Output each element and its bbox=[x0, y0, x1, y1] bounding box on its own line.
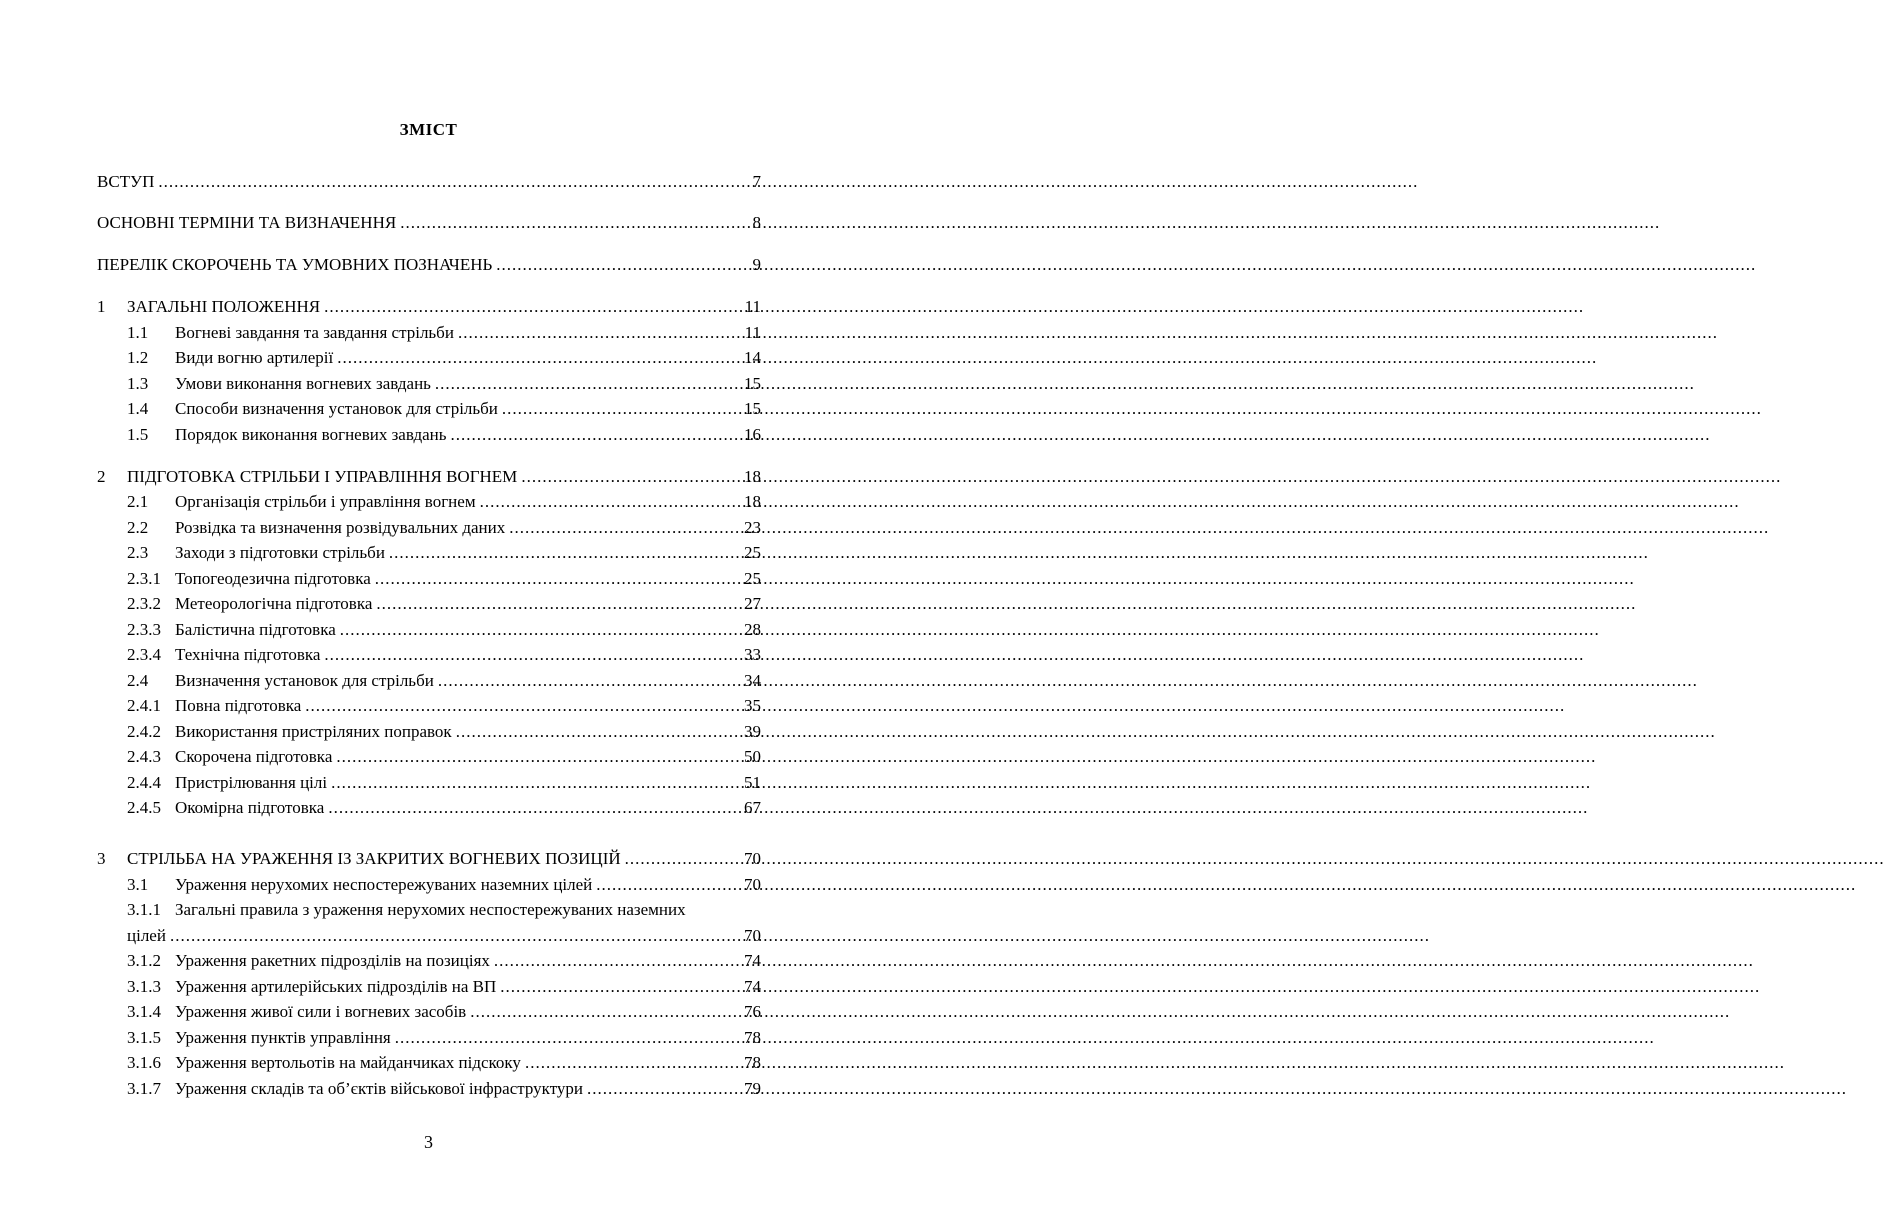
dot-leader bbox=[337, 346, 743, 370]
toc-entry-1-3[interactable] bbox=[127, 372, 761, 396]
toc-entry-3-1-7[interactable] bbox=[127, 1077, 761, 1101]
toc-entry-page: 35 bbox=[744, 696, 761, 715]
toc-entry-label: ПЕРЕЛІК СКОРОЧЕНЬ ТА УМОВНИХ ПОЗНАЧЕНЬ bbox=[97, 255, 493, 274]
dot-leader bbox=[496, 253, 751, 277]
toc-entry-number: 2.4.2 bbox=[127, 722, 161, 741]
toc-entry-label: ВСТУП bbox=[97, 172, 155, 191]
toc-entry-number: 2.4.1 bbox=[127, 696, 161, 715]
toc-entry-page: 78 bbox=[744, 1028, 761, 1047]
toc-entry-page: 11 bbox=[744, 297, 761, 316]
toc-entry-page: 74 bbox=[744, 977, 761, 996]
toc-entry-label-continued: цілей bbox=[127, 926, 166, 945]
toc-entry-2-3-1[interactable] bbox=[127, 567, 761, 591]
dot-leader bbox=[470, 1000, 743, 1024]
toc-entry-number: 3.1.2 bbox=[127, 951, 161, 970]
dot-leader bbox=[451, 423, 744, 447]
dot-leader bbox=[458, 321, 744, 345]
toc-entry-label: Пристрілювання цілі bbox=[175, 773, 328, 792]
dot-leader bbox=[438, 669, 743, 693]
toc-entry-label: Ураження ракетних підрозділів на позиціях bbox=[175, 951, 490, 970]
toc-entry-number: 2.4.3 bbox=[127, 747, 161, 766]
dot-leader bbox=[587, 1077, 743, 1101]
toc-entry-label: Умови виконання вогневих завдань bbox=[175, 374, 431, 393]
toc-entry-label: Способи визначення установок для стрільби bbox=[175, 399, 498, 418]
toc-entry-label: Визначення установок для стрільби bbox=[175, 671, 434, 690]
toc-entry-3-1[interactable] bbox=[127, 873, 761, 897]
toc-entry-2-4-4[interactable] bbox=[127, 771, 761, 795]
toc-entry-number: 1 bbox=[97, 297, 106, 316]
toc-entry-2-2[interactable] bbox=[127, 516, 761, 540]
toc-entry-label: Види вогню артилерії bbox=[175, 348, 334, 367]
toc-entry-number: 2.3.1 bbox=[127, 569, 161, 588]
toc-entry-2-4-2[interactable] bbox=[127, 720, 761, 744]
dot-leader bbox=[375, 567, 743, 591]
toc-entry-label: Вогневі завдання та завдання стрільби bbox=[175, 323, 454, 342]
toc-entry-abbreviations[interactable] bbox=[97, 253, 761, 277]
toc-entry-page: 23 bbox=[744, 518, 761, 537]
toc-entry-page: 16 bbox=[744, 425, 761, 444]
toc-entry-page: 51 bbox=[744, 773, 761, 792]
toc-entry-2-3-4[interactable] bbox=[127, 643, 761, 667]
toc-entry-page: 74 bbox=[744, 951, 761, 970]
dot-leader bbox=[340, 618, 743, 642]
toc-entry-number: 1.5 bbox=[127, 425, 149, 444]
dot-leader bbox=[525, 1051, 743, 1075]
toc-entry-page: 11 bbox=[744, 323, 761, 342]
dot-leader bbox=[400, 211, 751, 235]
toc-entry-number: 1.2 bbox=[127, 348, 149, 367]
toc-entry-chapter-3[interactable] bbox=[97, 847, 761, 871]
toc-entry-intro[interactable] bbox=[97, 170, 761, 194]
toc-entry-label: Топогеодезична підготовка bbox=[175, 569, 371, 588]
toc-entry-page: 18 bbox=[744, 492, 761, 511]
page-title: ЗМІСТ bbox=[399, 120, 458, 139]
toc-entry-page: 33 bbox=[744, 645, 761, 664]
toc-entry-number: 3.1.7 bbox=[127, 1079, 161, 1098]
toc-entry-page: 39 bbox=[744, 722, 761, 741]
toc-entry-1-5[interactable] bbox=[127, 423, 761, 447]
toc-entry-number: 2.3.3 bbox=[127, 620, 161, 639]
toc-entry-number: 3.1.5 bbox=[127, 1028, 161, 1047]
toc-entry-label: Розвідка та визначення розвідувальних даних bbox=[175, 518, 506, 537]
toc-entry-page: 28 bbox=[744, 620, 761, 639]
dot-leader bbox=[395, 1026, 743, 1050]
toc-entry-3-1-2[interactable] bbox=[127, 949, 761, 973]
toc-entry-label: Загальні правила з ураження нерухомих неспостережуваних наземних bbox=[175, 900, 686, 919]
toc-entry-page: 27 bbox=[744, 594, 761, 613]
dot-leader bbox=[502, 397, 743, 421]
toc-entry-page: 9 bbox=[752, 255, 761, 274]
toc-entry-number: 3.1.4 bbox=[127, 1002, 161, 1021]
toc-entry-page: 70 bbox=[744, 849, 761, 868]
page-number: 3 bbox=[424, 1132, 433, 1152]
toc-entry-page: 15 bbox=[744, 374, 761, 393]
dot-leader bbox=[328, 796, 743, 820]
toc-entry-label: Повна підготовка bbox=[175, 696, 302, 715]
toc-entry-number: 3 bbox=[97, 849, 106, 868]
toc-entry-label: Скорочена підготовка bbox=[175, 747, 333, 766]
toc-entry-number: 1.3 bbox=[127, 374, 149, 393]
toc-entry-3-1-5[interactable] bbox=[127, 1026, 761, 1050]
dot-leader bbox=[625, 847, 743, 871]
toc-entry-2-1[interactable] bbox=[127, 490, 761, 514]
toc-entry-page: 14 bbox=[744, 348, 761, 367]
toc-entry-number: 2.1 bbox=[127, 492, 149, 511]
dot-leader bbox=[324, 643, 743, 667]
toc-entry-number: 2.3.2 bbox=[127, 594, 161, 613]
toc-entry-1-4[interactable] bbox=[127, 397, 761, 421]
toc-entry-label: Організація стрільби і управління вогнем bbox=[175, 492, 476, 511]
toc-entry-chapter-2[interactable] bbox=[97, 465, 761, 489]
toc-entry-2-3-2[interactable] bbox=[127, 592, 761, 616]
toc-entry-label: Ураження вертольотів на майданчиках підскоку bbox=[175, 1053, 521, 1072]
dot-leader bbox=[509, 516, 743, 540]
dot-leader bbox=[389, 541, 743, 565]
toc-entry-page: 7 bbox=[752, 172, 761, 191]
dot-leader bbox=[480, 490, 743, 514]
dot-leader bbox=[170, 924, 743, 948]
toc-entry-page: 78 bbox=[744, 1053, 761, 1072]
dot-leader bbox=[435, 372, 743, 396]
dot-leader bbox=[158, 170, 751, 194]
toc-entry-number: 2.3 bbox=[127, 543, 149, 562]
dot-leader bbox=[376, 592, 743, 616]
toc-entry-label: Окомірна підготовка bbox=[175, 798, 325, 817]
toc-entry-page: 18 bbox=[744, 467, 761, 486]
toc-entry-3-1-1-continued[interactable] bbox=[127, 924, 761, 948]
toc-entry-number: 3.1 bbox=[127, 875, 149, 894]
toc-entry-page: 25 bbox=[744, 543, 761, 562]
toc-entry-label: Порядок виконання вогневих завдань bbox=[175, 425, 447, 444]
dot-leader bbox=[324, 295, 743, 319]
toc-entry-1-2[interactable] bbox=[127, 346, 761, 370]
toc-entry-label: Метеорологічна підготовка bbox=[175, 594, 373, 613]
toc-entry-2-4-1[interactable] bbox=[127, 694, 761, 718]
dot-leader bbox=[331, 771, 743, 795]
toc-entry-chapter-1[interactable] bbox=[97, 295, 761, 319]
toc-entry-label: Використання пристріляних поправок bbox=[175, 722, 452, 741]
toc-entry-page: 70 bbox=[744, 875, 761, 894]
dot-leader bbox=[494, 949, 743, 973]
toc-entry-terms[interactable] bbox=[97, 211, 761, 235]
toc-entry-page: 34 bbox=[744, 671, 761, 690]
toc-entry-2-3[interactable] bbox=[127, 541, 761, 565]
toc-entry-label: Ураження складів та об’єктів військової інфраструктури bbox=[175, 1079, 584, 1098]
toc-entry-3-1-4[interactable] bbox=[127, 1000, 761, 1024]
dot-leader bbox=[500, 975, 743, 999]
toc-entry-number: 1.4 bbox=[127, 399, 149, 418]
toc-entry-number: 2.3.4 bbox=[127, 645, 161, 664]
toc-entry-1-1[interactable] bbox=[127, 321, 761, 345]
toc-entry-number: 2.4.4 bbox=[127, 773, 161, 792]
toc-entry-page: 15 bbox=[744, 399, 761, 418]
toc-entry-2-4-5[interactable] bbox=[127, 796, 761, 820]
dot-leader bbox=[336, 745, 743, 769]
dot-leader bbox=[521, 465, 743, 489]
toc-entry-label: Ураження живої сили і вогневих засобів bbox=[175, 1002, 467, 1021]
toc-entry-number: 3.1.1 bbox=[127, 900, 161, 919]
toc-entry-label: Технічна підготовка bbox=[175, 645, 321, 664]
toc-entry-number: 2 bbox=[97, 467, 106, 486]
toc-entry-2-4[interactable] bbox=[127, 669, 761, 693]
toc-entry-number: 1.1 bbox=[127, 323, 149, 342]
toc-entry-number: 3.1.6 bbox=[127, 1053, 161, 1072]
toc-entry-label: Ураження пунктів управління bbox=[175, 1028, 391, 1047]
toc-entry-page: 70 bbox=[744, 926, 761, 945]
toc-entry-2-3-3[interactable] bbox=[127, 618, 761, 642]
toc-entry-label: Заходи з підготовки стрільби bbox=[175, 543, 385, 562]
toc-entry-label: СТРІЛЬБА НА УРАЖЕННЯ ІЗ ЗАКРИТИХ ВОГНЕВИХ ПОЗИЦІЙ bbox=[127, 849, 621, 868]
toc-entry-page: 79 bbox=[744, 1079, 761, 1098]
toc-entry-2-4-3[interactable] bbox=[127, 745, 761, 769]
toc-entry-number: 3.1.3 bbox=[127, 977, 161, 996]
toc-entry-number: 2.4 bbox=[127, 671, 149, 690]
dot-leader bbox=[596, 873, 743, 897]
toc-entry-label: Балістична підготовка bbox=[175, 620, 336, 639]
toc-entry-label: ЗАГАЛЬНІ ПОЛОЖЕННЯ bbox=[127, 297, 321, 316]
toc-entry-page: 67 bbox=[744, 798, 761, 817]
toc-entry-label: Ураження артилерійських підрозділів на ВП bbox=[175, 977, 497, 996]
toc-entry-label: ОСНОВНІ ТЕРМІНИ ТА ВИЗНАЧЕННЯ bbox=[97, 213, 397, 232]
toc-entry-3-1-6[interactable] bbox=[127, 1051, 761, 1075]
toc-entry-number: 2.2 bbox=[127, 518, 149, 537]
toc-entry-3-1-1[interactable] bbox=[127, 898, 761, 922]
toc-entry-number: 2.4.5 bbox=[127, 798, 161, 817]
toc-entry-label: ПІДГОТОВКА СТРІЛЬБИ І УПРАВЛІННЯ ВОГНЕМ bbox=[127, 467, 518, 486]
toc-entry-page: 50 bbox=[744, 747, 761, 766]
toc-entry-page: 76 bbox=[744, 1002, 761, 1021]
dot-leader bbox=[305, 694, 743, 718]
toc-entry-page: 25 bbox=[744, 569, 761, 588]
toc-entry-page: 8 bbox=[752, 213, 761, 232]
dot-leader bbox=[456, 720, 743, 744]
toc-entry-label: Ураження нерухомих неспостережуваних наземних цілей bbox=[175, 875, 593, 894]
toc-entry-3-1-3[interactable] bbox=[127, 975, 761, 999]
